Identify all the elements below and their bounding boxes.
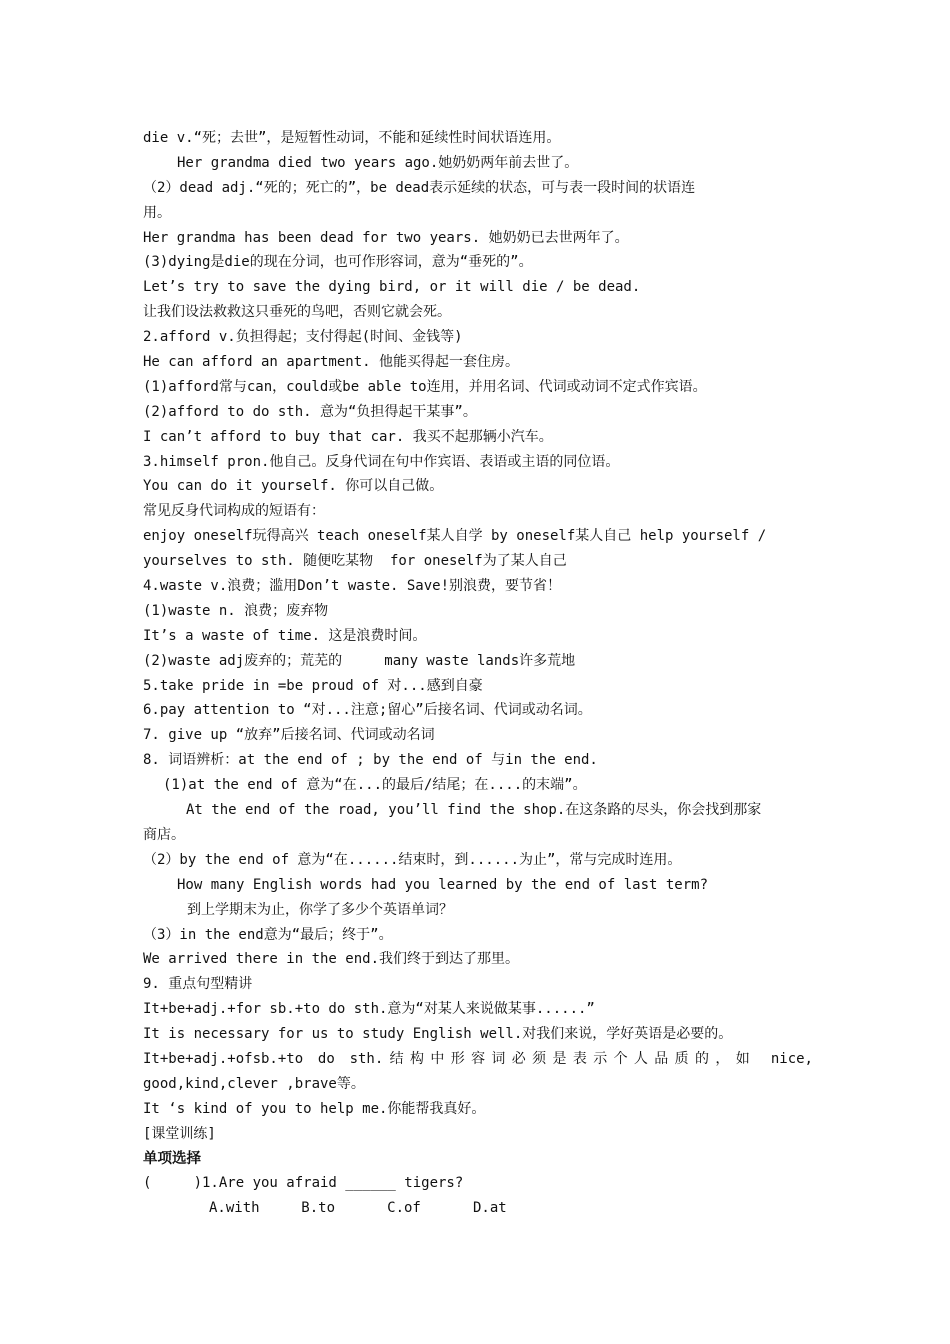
text-line: 让我们设法救救这只垂死的鸟吧，否则它就会死。 [143,304,451,321]
text-line: (2)waste adj废弃的；荒芜的 many waste lands许多荒地 [143,652,576,669]
text-line: Her grandma died two years ago.她奶奶两年前去世了。 [177,154,579,171]
text-line: How many English words had you learned by the end of last term? [177,876,709,893]
text-line: （2）dead adj.“死的；死亡的”，be dead表示延续的状态，可与表一段时间的状语连 [143,179,696,196]
section-title: 单项选择 [143,1150,201,1167]
text-line: 用。 [143,204,171,221]
text-line: (1)afford常与can，could或be able to连用，并用名词、代词或动词不定式作宾语。 [143,378,707,395]
text-line: 6.pay attention to “对...注意;留心”后接名词、代词或动名词。 [143,702,592,719]
text-line: enjoy oneself玩得高兴 teach oneself某人自学 by oneself某人自己 help yourself / [143,528,767,545]
answer-options: A.with B.to C.of D.at [209,1200,507,1217]
text-line: 到上学期末为止，你学了多少个英语单词？ [187,901,453,918]
section-label: [课堂训练] [143,1125,216,1142]
text-line: We arrived there in the end.我们终于到达了那里。 [143,951,520,968]
text-line: die v.“死；去世”，是短暂性动词，不能和延续性时间状语连用。 [143,130,561,146]
text-line: (2)afford to do sth. 意为“负担得起干某事”。 [143,403,477,420]
text-line: It is necessary for us to study English well.对我们来说，学好英语是必要的。 [143,1026,733,1043]
text-line: 8. 词语辨析：at the end of ; by the end of 与in the end. [143,752,598,769]
document-page [143,126,813,1221]
text-line: 商店。 [143,826,185,843]
text-line: 2.afford v.负担得起；支付得起(时间、金钱等) [143,329,463,346]
text-line: (3)dying是die的现在分词，也可作形容词，意为“垂死的”。 [143,254,533,271]
text-line: （3）in the end意为“最后；终于”。 [143,926,393,943]
text-line: It’s a waste of time. 这是浪费时间。 [143,627,427,644]
text-line: （2）by the end of 意为“在......结束时，到......为止”，常与完成时连用。 [143,851,682,868]
text-line: He can afford an apartment. 他能买得起一套住房。 [143,354,520,371]
text-line: It ‘s kind of you to help me.你能帮我真好。 [143,1100,486,1117]
text-line: 5.take pride in =be proud of 对...感到自豪 [143,677,483,694]
text-line: I can’t afford to buy that car. 我买不起那辆小汽车。 [143,428,553,445]
text-line: 常见反身代词构成的短语有： [143,503,325,520]
text-line: Let’s try to save the dying bird, or it will die / be dead. [143,279,641,296]
text-line: It+be+adj.+for sb.+to do sth.意为“对某人来说做某事......” [143,1001,595,1018]
text-line: yourselves to sth. 随便吃某物 for oneself为了某人自己 [143,553,567,570]
text-line: It+be+adj.+ofsb.+to do sth.结构中形容词必须是表示个人品质的，如 nice, [143,1050,813,1067]
text-line: Her grandma has been dead for two years. 她奶奶已去世两年了。 [143,229,629,246]
text-line: (1)waste n. 浪费；废弃物 [143,602,329,619]
text-line: 9. 重点句型精讲 [143,976,253,993]
text-line: 4.waste v.浪费；滥用Don’t waste. Save!别浪费，要节省！ [143,578,562,595]
text-line: At the end of the road, you’ll find the shop.在这条路的尽头，你会找到那家 [186,802,762,819]
text-line: You can do it yourself. 你可以自己做。 [143,478,444,495]
text-line: 7. give up “放弃”后接名词、代词或动名词 [143,727,435,744]
question-text: ( )1.Are you afraid ______ tigers? [143,1175,464,1192]
text-line: (1)at the end of 意为“在...的最后/结尾；在....的末端”。 [163,777,587,794]
text-line: good,kind,clever ,brave等。 [143,1075,365,1092]
text-line: 3.himself pron.他自己。反身代词在句中作宾语、表语或主语的同位语。 [143,453,620,470]
